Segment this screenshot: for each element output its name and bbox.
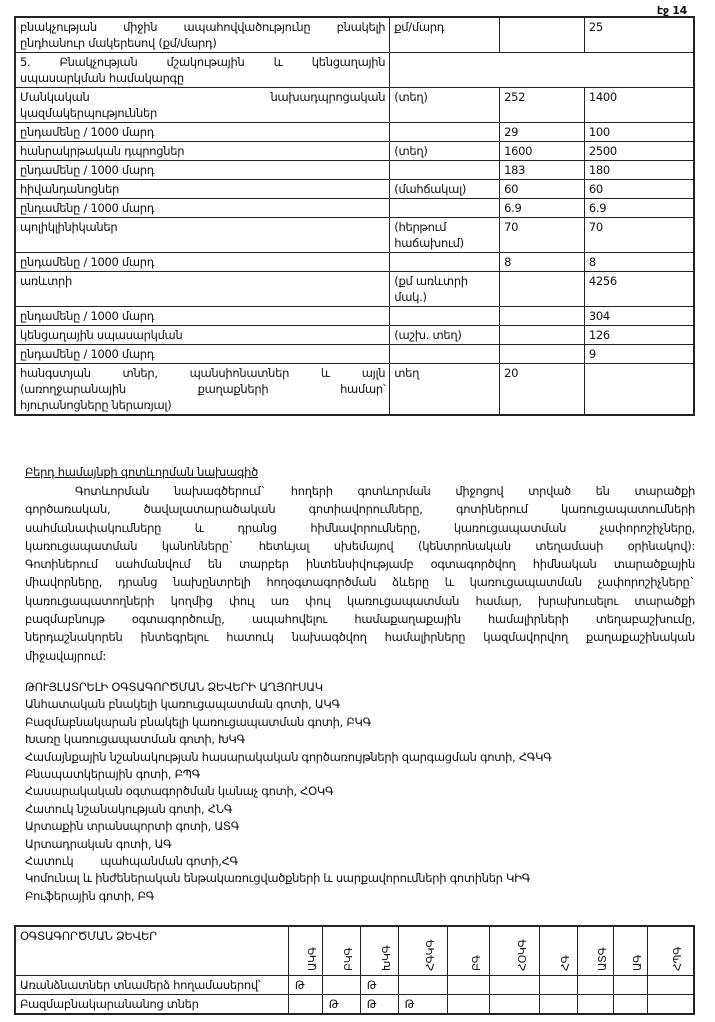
usage-label: Բազմաբնակարանանոց տներ (15, 995, 288, 1015)
permission-mark (448, 976, 490, 995)
value-cell: 70 (500, 218, 585, 253)
table-row (15, 199, 694, 218)
table-row (15, 326, 694, 345)
zone-code: ՀՊԳ (671, 946, 685, 971)
label-line: ընդամենը / 1000 մարդ (20, 201, 155, 215)
value-cell (584, 364, 694, 416)
abbreviation-title: ԹՈՒՅԼԱՏՐԵԼԻ ՕԳՏԱԳՈՐԾՄԱՆ ՁԵՎԵՐԻ ԱՂՅՈՒՍԱԿ (25, 680, 323, 694)
abbreviation-item: Հասարակական օգտագործման կանաչ գոտի, ՀՕԿԳ (25, 784, 334, 799)
permission-mark (613, 995, 647, 1015)
indicator-label (15, 272, 390, 307)
value-cell (500, 272, 585, 307)
abbreviation-item: Հատուկ նշանակության գոտի, ՀՆԳ (25, 801, 233, 816)
abbreviation-item: Բազմաբնակարան բնակելի կառուցապատման գոտի, ԲԿԳ (25, 714, 371, 729)
abbreviation-item: Խառը կառուցապատման գոտի, ԽԿԳ (25, 732, 245, 747)
table-row (15, 364, 694, 416)
paragraph-line: Գոտիներում սահմանվում են տարբեր ինտենսիվությամբ օգտագործվող հիմնական տարածքային (25, 557, 695, 572)
permission-mark (540, 995, 578, 1015)
permission-mark: Թ (360, 976, 398, 995)
permission-mark (322, 976, 360, 995)
value-cell: 1400 (584, 88, 694, 123)
paragraph-line: ներդաշնակորեն ինտեգրելու հատուկ նախագծվող համալիրները կազմավորվող քաղաքաշինական (25, 630, 695, 645)
paragraph-line: կառուցապատման կանոնները` հետևյալ սխեմայով (կենտրոնական տեղամասի օրինակով): (25, 538, 695, 553)
indicator-label (15, 123, 390, 142)
table-row (15, 88, 694, 123)
indicator-label (15, 364, 390, 416)
table-row (15, 142, 694, 161)
indicator-label (15, 199, 390, 218)
label-line: ընդամենը / 1000 մարդ (20, 309, 155, 323)
abbreviation-item: Բուֆերային գոտի, ԲԳ (25, 888, 155, 903)
abbreviation-item: Կոմունալ և ինժեներական ենթակառուցվածքների և սարքավորումների գոտիներ ԿԻԳ (25, 871, 531, 886)
value-cell: 8 (500, 253, 585, 272)
table-row (15, 307, 694, 326)
section-row (15, 53, 694, 88)
value-cell: 60 (584, 180, 694, 199)
value-cell: 29 (500, 123, 585, 142)
zone-column-header (288, 926, 322, 976)
indicator-label (15, 253, 390, 272)
value-cell: 183 (500, 161, 585, 180)
paragraph-line: գործառական, ծավալատարածական գոտիավորումները, գոտիներում կառուցապատումների (25, 502, 695, 517)
table-row (15, 218, 694, 253)
unit-cell (390, 307, 500, 326)
zone-code: ԲԳ (469, 955, 483, 971)
zone-code: ԱԿԳ (306, 947, 320, 971)
value-cell: 60 (500, 180, 585, 199)
indicator-label (15, 326, 390, 345)
zone-code: ՀԳ (559, 955, 573, 971)
abbreviation-item: Արտադրական գոտի, ԱԳ (25, 836, 172, 851)
label-line: 5. Բնակչության մշակութային և կենցաղային (20, 55, 386, 69)
table-row (15, 345, 694, 364)
permission-mark: Թ (288, 976, 322, 995)
label-line: հյուրանոցները ներառյալ) (20, 398, 172, 412)
permission-mark (540, 976, 578, 995)
indicator-label (15, 53, 390, 88)
permission-mark (490, 976, 540, 995)
value-cell (500, 307, 585, 326)
zone-column-header (398, 926, 448, 976)
zone-column-header (360, 926, 398, 976)
label-line: Մանկական նախադպրոցական (20, 90, 386, 104)
table-row (15, 180, 694, 199)
table-row (15, 995, 694, 1015)
label-line: (առողջարանային քաղաքների համար՝ (20, 382, 386, 396)
label-line: ընդամենը / 1000 մարդ (20, 255, 155, 269)
value-cell: 304 (584, 307, 694, 326)
abbreviation-list (25, 679, 552, 905)
value-cell: 6.9 (500, 199, 585, 218)
unit-cell (390, 123, 500, 142)
indicator-label (15, 307, 390, 326)
value-cell (500, 17, 585, 53)
table-row (15, 976, 694, 995)
zone-column-header (490, 926, 540, 976)
label-line: առևտրի (20, 274, 72, 288)
value-cell (500, 326, 585, 345)
abbreviation-item: Արտաքին տրանսպորտի գոտի, ԱՏԳ (25, 819, 240, 834)
permission-mark: Թ (322, 995, 360, 1015)
label-line: ընդհանուր մակերեսով (քմ/մարդ) (20, 36, 217, 50)
indicator-label (15, 218, 390, 253)
unit-cell (390, 345, 500, 364)
usage-forms-header: ՕԳՏԱԳՈՐԾՄԱՆ ՁԵՎԵՐ (15, 926, 288, 976)
label-line: ընդամենը / 1000 մարդ (20, 347, 155, 361)
value-cell: 100 (584, 123, 694, 142)
abbreviation-item: Բնապատկերային գոտի, ԲՊԳ (25, 767, 200, 782)
empty-cell (390, 53, 694, 88)
paragraph-line: բազմաբնույթ օգտագործումը, ապահովելու համաքաղաքային համալիրների տեղաբաշխումը, (25, 612, 695, 627)
zone-column-header (577, 926, 613, 976)
zone-column-header (647, 926, 694, 976)
label-line: ընդամենը / 1000 մարդ (20, 163, 155, 177)
permission-mark (490, 995, 540, 1015)
paragraph-line: Գոտևորման նախագծերում` հողերի գոտևորման միջոցով տրված են տարածքի (75, 484, 695, 498)
permission-mark: Թ (360, 995, 398, 1015)
zone-column-header (448, 926, 490, 976)
indicator-label (15, 345, 390, 364)
unit-cell: (տեղ) (390, 142, 500, 161)
value-cell: 20 (500, 364, 585, 416)
label-line: կենցաղային սպասարկման (20, 328, 183, 342)
zoning-heading: Բերդ համայնքի գոտևորման նախագիծ (25, 465, 258, 479)
indicator-label (15, 17, 390, 53)
unit-cell: տեղ (390, 364, 500, 416)
indicator-label (15, 142, 390, 161)
paragraph-line: կառուցապատողների կողմից փուլ առ փուլ կառուցապատման համար, խրախուսելու տարածքի (25, 593, 695, 608)
zone-column-header (613, 926, 647, 976)
unit-cell: (աշխ. տեղ) (390, 326, 500, 345)
header-row (15, 926, 694, 976)
zone-code: ԽԿԳ (380, 945, 394, 971)
table-row (15, 123, 694, 142)
unit-cell (390, 253, 500, 272)
value-cell: 1600 (500, 142, 585, 161)
usage-label: Առանձնատներ տնամերձ հողամասերով՝ (15, 976, 288, 995)
value-cell: 252 (500, 88, 585, 123)
label-line: սպասարկման համակարգը (20, 71, 184, 85)
unit-cell: (տեղ) (390, 88, 500, 123)
abbreviation-item: Հատուկ պահպանման գոտի,ՀԳ (25, 854, 238, 869)
paragraph-line: միավորները, դրանց նախընտրելի հողօգտագործման ձևերը և կառուցապատման չափորոշիչները` (25, 575, 695, 590)
permission-mark: Թ (398, 995, 448, 1015)
permission-mark (398, 976, 448, 995)
value-cell: 25 (584, 17, 694, 53)
label-line: ընդամենը / 1000 մարդ (20, 125, 155, 139)
zoning-paragraph (25, 482, 695, 665)
table-row (15, 17, 694, 53)
paragraph-line: սահմանափակումները և դրանց հիմնավորումները, կառուցապատման չափորոշիչները, (25, 520, 695, 535)
label-line: բնակչության միջին ապահովվածությունը բնակելի (20, 20, 386, 34)
unit-cell (390, 161, 500, 180)
permission-mark (577, 976, 613, 995)
label-line: կազմակերպություններ (20, 106, 157, 120)
value-cell (500, 345, 585, 364)
zone-code: ՀՕԿԳ (515, 939, 529, 971)
permission-mark (448, 995, 490, 1015)
settlement-indicators-table (14, 16, 695, 416)
label-line: հանգստյան տներ, պանսիոնատներ և այլն (20, 366, 386, 380)
value-cell: 126 (584, 326, 694, 345)
table-row (15, 161, 694, 180)
value-cell: 70 (584, 218, 694, 253)
abbreviation-item: Անհատական բնակելի կառուցապատման գոտի, ԱԿԳ (25, 697, 340, 712)
permission-mark (647, 976, 694, 995)
unit-cell: (մահճակալ) (390, 180, 500, 199)
table-row (15, 272, 694, 307)
indicator-label (15, 161, 390, 180)
unit-cell (390, 199, 500, 218)
value-cell: 180 (584, 161, 694, 180)
zone-code: ԲԿԳ (342, 947, 356, 971)
paragraph-line: միջավայրում: (25, 648, 106, 663)
value-cell: 2500 (584, 142, 694, 161)
zone-code: ԱԳ (631, 954, 645, 971)
value-cell: 8 (584, 253, 694, 272)
unit-cell: քմ/մարդ (390, 17, 500, 53)
usage-forms-table (14, 925, 695, 1015)
zone-column-header (322, 926, 360, 976)
abbreviation-item: Համայնքային նշանակության հասարակական գործառույթների զարգացման գոտի, ՀԳԿԳ (25, 749, 552, 764)
permission-mark (613, 976, 647, 995)
permission-mark (577, 995, 613, 1015)
unit-cell: (քմ առևտրի մակ.) (390, 272, 500, 307)
permission-mark (647, 995, 694, 1015)
zone-code: ԱՏԳ (596, 947, 610, 971)
permission-mark (288, 995, 322, 1015)
indicator-label (15, 88, 390, 123)
table-row (15, 253, 694, 272)
value-cell: 9 (584, 345, 694, 364)
label-line: պոլիկլինիկաներ (20, 220, 118, 234)
value-cell: 6.9 (584, 199, 694, 218)
label-line: հանրակրթական դպրոցներ (20, 144, 185, 158)
zone-code: ՀԳԿԳ (424, 939, 438, 971)
value-cell: 4256 (584, 272, 694, 307)
label-line: հիվանդանոցներ (20, 182, 120, 196)
indicator-label (15, 180, 390, 199)
zone-column-header (540, 926, 578, 976)
unit-cell: (հերթում հաճախում) (390, 218, 500, 253)
page-number: էջ 14 (656, 4, 687, 17)
